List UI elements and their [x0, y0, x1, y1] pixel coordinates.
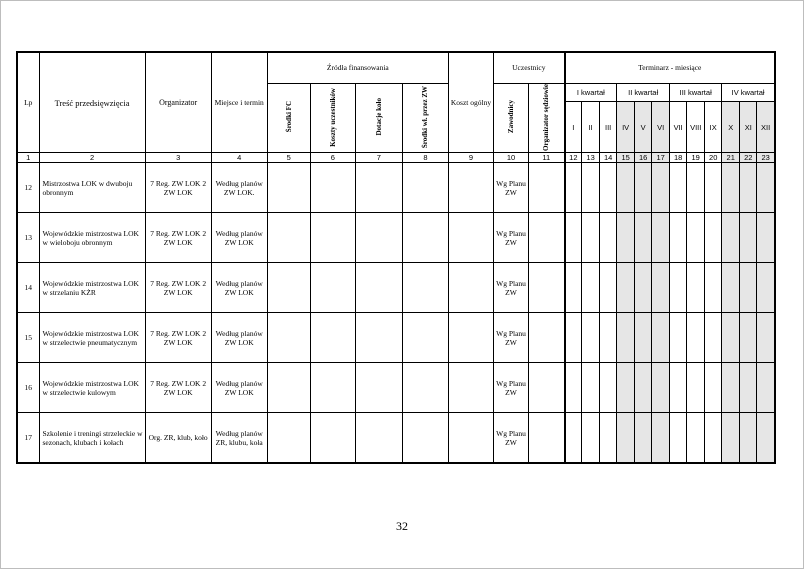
row-number: 15	[17, 313, 39, 363]
month-header: XI	[740, 101, 757, 153]
schedule-month-cell	[652, 413, 670, 464]
schedule-month-cell	[600, 163, 617, 213]
quarter-3-header: III kwartał	[670, 83, 722, 101]
schedule-month-cell	[652, 363, 670, 413]
schedule-month-cell	[565, 263, 582, 313]
participant-costs-cell	[310, 213, 355, 263]
fc-funds-cell	[267, 363, 310, 413]
row-number: 16	[17, 363, 39, 413]
fc-funds-cell	[267, 213, 310, 263]
schedule-month-cell	[740, 313, 757, 363]
schedule-month-cell	[617, 363, 635, 413]
schedule-month-cell	[705, 263, 722, 313]
quarter-4-header: IV kwartał	[722, 83, 775, 101]
competitors-cell: Wg Planu ZW	[494, 313, 529, 363]
own-funds-cell	[402, 313, 448, 363]
fc-funds-cell	[267, 263, 310, 313]
month-header: V	[635, 101, 652, 153]
schedule-month-cell	[582, 163, 600, 213]
participant-costs-cell	[310, 263, 355, 313]
schedule-month-cell	[582, 313, 600, 363]
schedule-month-cell	[565, 213, 582, 263]
schedule-month-cell	[617, 213, 635, 263]
own-funds-cell	[402, 363, 448, 413]
participant-costs-cell	[310, 163, 355, 213]
month-header: X	[722, 101, 740, 153]
column-number: 22	[740, 153, 757, 163]
schedule-month-cell	[635, 163, 652, 213]
schedule-month-cell	[670, 313, 687, 363]
participant-costs-header: Koszty uczestników	[310, 83, 355, 153]
column-numbers-row	[17, 153, 775, 163]
schedule-month-cell	[705, 313, 722, 363]
own-funds-cell	[402, 213, 448, 263]
schedule-month-cell	[582, 363, 600, 413]
column-number: 14	[600, 153, 617, 163]
table-row	[17, 163, 775, 213]
row-number: 14	[17, 263, 39, 313]
competitors-cell: Wg Planu ZW	[494, 213, 529, 263]
row-number: 12	[17, 163, 39, 213]
month-header: VII	[670, 101, 687, 153]
column-number: 1	[17, 153, 39, 163]
column-number: 5	[267, 153, 310, 163]
column-number: 8	[402, 153, 448, 163]
lp-header: Lp	[17, 52, 39, 153]
schedule-month-cell	[565, 413, 582, 464]
organizer-judges-cell	[529, 163, 565, 213]
schedule-month-cell	[722, 263, 740, 313]
column-number: 21	[722, 153, 740, 163]
event-place-date: Według planów ZW LOK	[211, 313, 267, 363]
schedule-month-cell	[582, 213, 600, 263]
month-header: II	[582, 101, 600, 153]
club-grants-cell	[355, 313, 402, 363]
column-number: 9	[448, 153, 493, 163]
competitors-header: Zawodnicy	[494, 83, 529, 153]
schedule-month-cell	[582, 263, 600, 313]
schedule-month-cell	[705, 363, 722, 413]
month-header: VIII	[687, 101, 705, 153]
event-organizer: 7 Reg. ZW LOK 2 ZW LOK	[145, 263, 211, 313]
event-place-date: Według planów ZW LOK	[211, 263, 267, 313]
schedule-month-cell	[687, 363, 705, 413]
participants-header: Uczestnicy	[494, 52, 565, 83]
schedule-month-cell	[722, 313, 740, 363]
schedule-month-cell	[635, 263, 652, 313]
schedule-month-cell	[757, 213, 775, 263]
month-header: VI	[652, 101, 670, 153]
own-funds-cell	[402, 163, 448, 213]
total-cost-cell	[448, 413, 493, 464]
schedule-month-cell	[757, 313, 775, 363]
schedule-month-cell	[757, 413, 775, 464]
own-funds-header: Środki wł. przez ZW	[402, 83, 448, 153]
fc-funds-header: Środki FC	[267, 83, 310, 153]
organizer-judges-cell	[529, 363, 565, 413]
schedule-month-cell	[652, 163, 670, 213]
table-row	[17, 263, 775, 313]
own-funds-cell	[402, 263, 448, 313]
column-number: 13	[582, 153, 600, 163]
month-header: IX	[705, 101, 722, 153]
schedule-month-cell	[670, 413, 687, 464]
month-header: III	[600, 101, 617, 153]
event-organizer: 7 Reg. ZW LOK 2 ZW LOK	[145, 363, 211, 413]
fc-funds-cell	[267, 413, 310, 464]
schedule-month-cell	[565, 363, 582, 413]
table-row	[17, 313, 775, 363]
event-description: Wojewódzkie mistrzostwa LOK w wieloboju obronnym	[39, 213, 145, 263]
club-grants-header: Dotacje koło	[355, 83, 402, 153]
column-number: 2	[39, 153, 145, 163]
event-description: Wojewódzkie mistrzostwa LOK w strzelaniu KŻR	[39, 263, 145, 313]
column-number: 19	[687, 153, 705, 163]
schedule-month-cell	[565, 313, 582, 363]
event-description: Szkolenie i treningi strzeleckie w sezonach, klubach i kołach	[39, 413, 145, 464]
schedule-month-cell	[652, 313, 670, 363]
event-place-date: Według planów ZR, klubu, koła	[211, 413, 267, 464]
place-date-header: Miejsce i termin	[211, 52, 267, 153]
schedule-month-cell	[635, 313, 652, 363]
schedule-month-cell	[635, 213, 652, 263]
quarter-1-header: I kwartał	[565, 83, 617, 101]
club-grants-cell	[355, 163, 402, 213]
schedule-month-cell	[635, 413, 652, 464]
schedule-month-cell	[757, 363, 775, 413]
table-row	[17, 413, 775, 464]
schedule-month-cell	[600, 213, 617, 263]
schedule-month-cell	[757, 263, 775, 313]
event-place-date: Według planów ZW LOK	[211, 213, 267, 263]
month-header: XII	[757, 101, 775, 153]
fc-funds-cell	[267, 313, 310, 363]
schedule-month-cell	[635, 363, 652, 413]
row-number: 17	[17, 413, 39, 464]
schedule-month-cell	[740, 263, 757, 313]
organizer-header: Organizator	[145, 52, 211, 153]
schedule-month-cell	[722, 213, 740, 263]
organizer-judges-cell	[529, 263, 565, 313]
schedule-header: Terminarz - miesiące	[565, 52, 775, 83]
schedule-month-cell	[670, 213, 687, 263]
schedule-month-cell	[722, 413, 740, 464]
column-number: 4	[211, 153, 267, 163]
schedule-month-cell	[600, 263, 617, 313]
event-place-date: Według planów ZW LOK	[211, 363, 267, 413]
column-number: 7	[355, 153, 402, 163]
schedule-month-cell	[652, 263, 670, 313]
schedule-month-cell	[687, 313, 705, 363]
table-row	[17, 213, 775, 263]
schedule-month-cell	[600, 313, 617, 363]
total-cost-cell	[448, 263, 493, 313]
schedule-month-cell	[722, 363, 740, 413]
total-cost-cell	[448, 163, 493, 213]
schedule-month-cell	[740, 363, 757, 413]
row-number: 13	[17, 213, 39, 263]
schedule-month-cell	[740, 163, 757, 213]
club-grants-cell	[355, 413, 402, 464]
participant-costs-cell	[310, 313, 355, 363]
schedule-month-cell	[670, 263, 687, 313]
schedule-month-cell	[687, 213, 705, 263]
schedule-month-cell	[600, 363, 617, 413]
event-description: Mistrzostwa LOK w dwuboju obronnym	[39, 163, 145, 213]
schedule-month-cell	[670, 363, 687, 413]
competitors-cell: Wg Planu ZW	[494, 363, 529, 413]
description-header: Treść przedsięwzięcia	[39, 52, 145, 153]
schedule-month-cell	[740, 413, 757, 464]
schedule-month-cell	[670, 163, 687, 213]
quarter-2-header: II kwartał	[617, 83, 670, 101]
total-cost-header: Koszt ogólny	[448, 52, 493, 153]
organizer-judges-cell	[529, 413, 565, 464]
schedule-month-cell	[617, 163, 635, 213]
organizer-judges-cell	[529, 213, 565, 263]
column-number: 16	[635, 153, 652, 163]
competitors-cell: Wg Planu ZW	[494, 263, 529, 313]
total-cost-cell	[448, 363, 493, 413]
schedule-month-cell	[687, 163, 705, 213]
column-number: 15	[617, 153, 635, 163]
column-number: 3	[145, 153, 211, 163]
event-organizer: 7 Reg. ZW LOK 2 ZW LOK	[145, 213, 211, 263]
event-place-date: Według planów ZW LOK.	[211, 163, 267, 213]
event-description: Wojewódzkie mistrzostwa LOK w strzelectwie kulowym	[39, 363, 145, 413]
column-number: 23	[757, 153, 775, 163]
schedule-month-cell	[617, 263, 635, 313]
column-number: 10	[494, 153, 529, 163]
own-funds-cell	[402, 413, 448, 464]
schedule-month-cell	[722, 163, 740, 213]
month-header: IV	[617, 101, 635, 153]
event-organizer: 7 Reg. ZW LOK 2 ZW LOK	[145, 163, 211, 213]
participant-costs-cell	[310, 363, 355, 413]
column-number: 12	[565, 153, 582, 163]
column-number: 18	[670, 153, 687, 163]
competitors-cell: Wg Planu ZW	[494, 413, 529, 464]
event-organizer: Org. ZR, klub, koło	[145, 413, 211, 464]
funding-sources-header: Źródła finansowania	[267, 52, 448, 83]
organizer-judges-cell	[529, 313, 565, 363]
total-cost-cell	[448, 213, 493, 263]
page-number: 32	[396, 519, 408, 533]
schedule-month-cell	[740, 213, 757, 263]
schedule-month-cell	[757, 163, 775, 213]
schedule-month-cell	[687, 413, 705, 464]
total-cost-cell	[448, 313, 493, 363]
club-grants-cell	[355, 213, 402, 263]
participant-costs-cell	[310, 413, 355, 464]
table-row	[17, 363, 775, 413]
schedule-month-cell	[600, 413, 617, 464]
column-number: 17	[652, 153, 670, 163]
club-grants-cell	[355, 263, 402, 313]
column-number: 20	[705, 153, 722, 163]
schedule-month-cell	[652, 213, 670, 263]
column-number: 6	[310, 153, 355, 163]
schedule-month-cell	[617, 313, 635, 363]
club-grants-cell	[355, 363, 402, 413]
schedule-month-cell	[705, 213, 722, 263]
schedule-month-cell	[705, 413, 722, 464]
events-plan-table	[16, 51, 776, 464]
event-organizer: 7 Reg. ZW LOK 2 ZW LOK	[145, 313, 211, 363]
schedule-month-cell	[687, 263, 705, 313]
month-header: I	[565, 101, 582, 153]
fc-funds-cell	[267, 163, 310, 213]
column-number: 11	[529, 153, 565, 163]
schedule-month-cell	[705, 163, 722, 213]
organizer-judges-header: Organizator sędziowie	[529, 83, 565, 153]
schedule-month-cell	[582, 413, 600, 464]
competitors-cell: Wg Planu ZW	[494, 163, 529, 213]
event-description: Wojewódzkie mistrzostwa LOK w strzelectwie pneumatycznym	[39, 313, 145, 363]
schedule-month-cell	[565, 163, 582, 213]
schedule-month-cell	[617, 413, 635, 464]
